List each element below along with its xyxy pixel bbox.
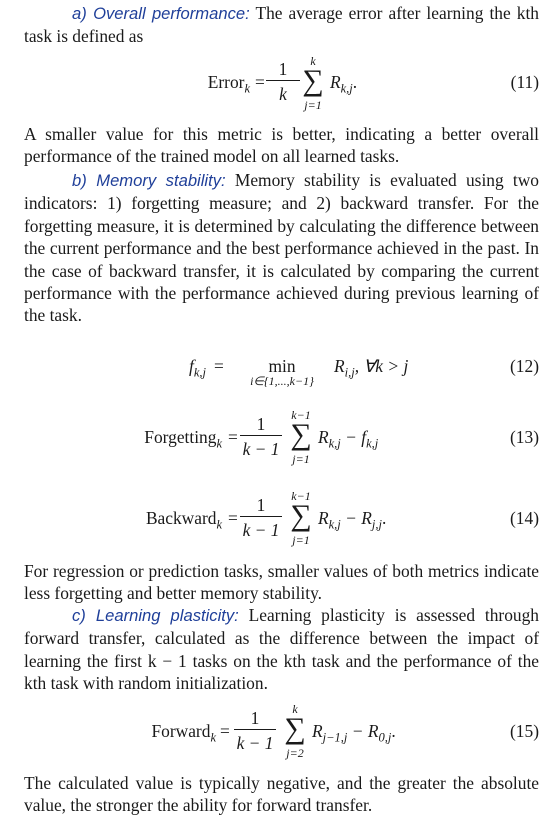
- equation-12: [0, 352, 557, 392]
- equation-14-number: (14): [510, 508, 539, 528]
- equation-15-equals: =: [220, 721, 230, 741]
- memory-stability-text: Memory stability is evaluated using two indicators: 1) forgetting measure; and 2) backward transfer. For the forgetting measure, it is determined by calculating the difference between the current performance and the best performance achieved in the past. In the case of backward transfer, it is calculated by comparing the current performance with the performance achieved during previous learning of the task.: [24, 170, 539, 326]
- equation-14-rhs: $R_{k,j} - R_{j,j}$.: [318, 508, 387, 532]
- equation-13-equals: =: [228, 427, 238, 447]
- equation-14-lhs: Backward$_k$: [145, 508, 222, 532]
- equation-13-sum: k−1 ∑ j=1: [290, 408, 312, 466]
- equation-11-rhs: $R_{k,j}$.: [330, 72, 358, 96]
- memory-stability-heading: b) Memory stability:: [72, 171, 226, 190]
- equation-11-fraction: 1 k: [266, 58, 300, 103]
- learning-plasticity-text: Learning plasticity is assessed through forward transfer, calculated as the difference between the impact of learning the first k − 1 tasks on the kth task and the performance of the kth task with random initialization.: [24, 605, 539, 694]
- overall-performance-heading: a) Overall performance:: [72, 4, 250, 23]
- equation-15-fraction: 1 k − 1: [234, 707, 276, 752]
- equation-11-lhs: Error$_k$: [207, 72, 250, 96]
- equation-15-rhs: $R_{j-1,j} - R_{0,j}$.: [312, 721, 396, 745]
- learning-plasticity-paragraph: [24, 604, 539, 695]
- equation-14: [0, 487, 557, 549]
- equation-15-sum: k ∑ j=2: [284, 702, 306, 760]
- equation-12-rhs: $R_{i,j}$, ∀k > j: [334, 356, 409, 380]
- equation-15: [0, 700, 557, 762]
- equation-15-number: (15): [510, 721, 539, 741]
- equation-12-min-subscript: i∈{1,...,k−1}: [250, 374, 314, 388]
- equation-11-sum: k ∑ j=1: [302, 54, 324, 112]
- equation-13-lhs: Forgetting$_k$: [144, 427, 222, 451]
- equation-11-number: (11): [510, 72, 539, 92]
- equation-13: [0, 406, 557, 468]
- equation-12-equals: =: [214, 356, 224, 376]
- equation-15-lhs: Forward$_k$: [151, 721, 216, 745]
- overall-performance-paragraph: [24, 2, 539, 48]
- equation-14-fraction: 1 k − 1: [240, 494, 282, 539]
- equation-13-number: (13): [510, 427, 539, 447]
- equation-13-rhs: $R_{k,j} - f_{k,j}$: [318, 427, 379, 451]
- equation-14-equals: =: [228, 508, 238, 528]
- memory-stability-conclusion: For regression or prediction tasks, smaller values of both metrics indicate less forgetting and better memory stability.: [24, 561, 539, 604]
- learning-plasticity-heading: c) Learning plasticity:: [72, 606, 239, 625]
- equation-11-equals: =: [255, 72, 265, 92]
- equation-13-fraction: 1 k − 1: [240, 413, 282, 458]
- overall-performance-conclusion: A smaller value for this metric is better, indicating a better overall performance of the trained model on all learned tasks.: [24, 124, 539, 167]
- overall-performance-text: The average error after learning the kth task is defined as: [24, 3, 539, 47]
- memory-stability-paragraph: [24, 169, 539, 327]
- equation-12-min: min: [268, 356, 296, 376]
- equation-12-lhs: $f_{k,j}$: [188, 356, 206, 380]
- equation-12-number: (12): [510, 356, 539, 376]
- equation-14-sum: k−1 ∑ j=1: [290, 489, 312, 547]
- learning-plasticity-conclusion: The calculated value is typically negative, and the greater the absolute value, the stronger the ability for forward transfer.: [24, 773, 539, 816]
- equation-11: [0, 54, 557, 114]
